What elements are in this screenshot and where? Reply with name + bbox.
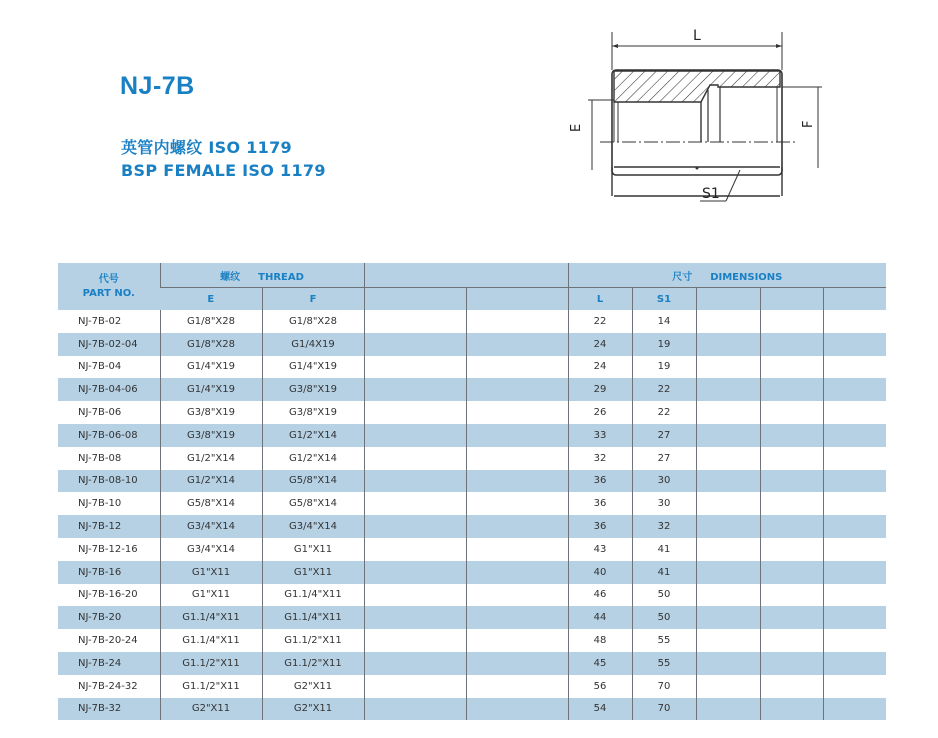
header-dimensions-en: DIMENSIONS — [710, 271, 783, 283]
header-thread-en: THREAD — [258, 271, 304, 283]
cell-blank — [364, 515, 466, 538]
cell-length-l: 36 — [568, 470, 632, 493]
cell-blank — [696, 447, 760, 470]
cell-thread-f: G1"X11 — [262, 538, 364, 561]
cell-part-no: NJ-7B-32 — [58, 698, 160, 721]
table-row — [58, 652, 886, 675]
cell-thread-f: G3/8"X19 — [262, 378, 364, 401]
cell-blank — [823, 698, 886, 721]
table-row — [58, 538, 886, 561]
cell-blank — [696, 698, 760, 721]
table-row — [58, 356, 886, 379]
cell-hex-s1: 32 — [632, 515, 696, 538]
cell-length-l: 56 — [568, 675, 632, 698]
cell-blank — [466, 424, 568, 447]
cell-thread-e: G1/2"X14 — [160, 470, 262, 493]
cell-thread-e: G5/8"X14 — [160, 492, 262, 515]
cell-blank — [760, 606, 823, 629]
header-col-f: F — [262, 288, 364, 311]
cell-thread-f: G1/2"X14 — [262, 424, 364, 447]
cell-thread-f: G1.1/4"X11 — [262, 584, 364, 607]
cell-blank — [466, 401, 568, 424]
cell-blank — [364, 356, 466, 379]
cell-blank — [760, 584, 823, 607]
table-row — [58, 584, 886, 607]
header-col-blank-2 — [466, 288, 568, 311]
cell-part-no: NJ-7B-02 — [58, 310, 160, 333]
cell-length-l: 44 — [568, 606, 632, 629]
cell-thread-f: G1/4X19 — [262, 333, 364, 356]
cell-thread-f: G2"X11 — [262, 675, 364, 698]
cell-part-no: NJ-7B-20-24 — [58, 629, 160, 652]
cell-blank — [364, 492, 466, 515]
cell-thread-e: G3/8"X19 — [160, 401, 262, 424]
cell-blank — [760, 698, 823, 721]
cell-hex-s1: 55 — [632, 629, 696, 652]
header-blank-group — [364, 263, 568, 288]
cell-blank — [466, 584, 568, 607]
cell-blank — [466, 652, 568, 675]
cell-blank — [760, 675, 823, 698]
cell-blank — [760, 652, 823, 675]
cell-blank — [823, 310, 886, 333]
cell-blank — [823, 401, 886, 424]
cell-part-no: NJ-7B-08 — [58, 447, 160, 470]
cell-blank — [696, 629, 760, 652]
cell-length-l: 54 — [568, 698, 632, 721]
table-row — [58, 629, 886, 652]
cell-blank — [823, 492, 886, 515]
cell-blank — [364, 698, 466, 721]
cell-blank — [364, 675, 466, 698]
subtitle-english: BSP FEMALE ISO 1179 — [121, 161, 326, 180]
cell-blank — [696, 538, 760, 561]
header-col-blank-5 — [823, 288, 886, 311]
cell-blank — [364, 606, 466, 629]
cell-blank — [760, 492, 823, 515]
cell-hex-s1: 50 — [632, 584, 696, 607]
cell-thread-f: G3/8"X19 — [262, 401, 364, 424]
cell-blank — [760, 401, 823, 424]
cell-blank — [466, 333, 568, 356]
cell-blank — [760, 356, 823, 379]
cell-blank — [760, 561, 823, 584]
cell-blank — [823, 652, 886, 675]
cell-blank — [466, 378, 568, 401]
table-row — [58, 515, 886, 538]
cell-thread-f: G1/8"X28 — [262, 310, 364, 333]
cell-blank — [364, 447, 466, 470]
cell-length-l: 36 — [568, 492, 632, 515]
cell-blank — [823, 606, 886, 629]
cell-blank — [466, 492, 568, 515]
table-row — [58, 698, 886, 721]
cell-hex-s1: 30 — [632, 470, 696, 493]
cell-thread-e: G1"X11 — [160, 584, 262, 607]
cell-blank — [696, 401, 760, 424]
cell-part-no: NJ-7B-16-20 — [58, 584, 160, 607]
cell-thread-e: G1/4"X19 — [160, 378, 262, 401]
cell-part-no: NJ-7B-24 — [58, 652, 160, 675]
cell-thread-f: G5/8"X14 — [262, 470, 364, 493]
cell-thread-e: G1/4"X19 — [160, 356, 262, 379]
cell-length-l: 43 — [568, 538, 632, 561]
cell-blank — [823, 447, 886, 470]
cell-part-no: NJ-7B-16 — [58, 561, 160, 584]
cell-blank — [364, 401, 466, 424]
table-row — [58, 333, 886, 356]
cell-blank — [696, 492, 760, 515]
cell-blank — [364, 652, 466, 675]
cell-length-l: 48 — [568, 629, 632, 652]
header-thread — [160, 263, 364, 288]
subtitle-chinese: 英管内螺纹 ISO 1179 — [121, 138, 292, 157]
cell-length-l: 40 — [568, 561, 632, 584]
cell-hex-s1: 27 — [632, 424, 696, 447]
cell-blank — [466, 698, 568, 721]
cell-blank — [364, 378, 466, 401]
cell-blank — [466, 470, 568, 493]
cell-blank — [696, 424, 760, 447]
cell-blank — [823, 424, 886, 447]
header-col-e: E — [160, 288, 262, 311]
cell-hex-s1: 70 — [632, 675, 696, 698]
header-col-s1: S1 — [632, 288, 696, 311]
cell-blank — [466, 356, 568, 379]
cell-blank — [466, 515, 568, 538]
header-part-no-cn: 代号 — [98, 273, 119, 285]
header-col-blank-3 — [696, 288, 760, 311]
cell-hex-s1: 50 — [632, 606, 696, 629]
cell-part-no: NJ-7B-04-06 — [58, 378, 160, 401]
cell-length-l: 29 — [568, 378, 632, 401]
cell-part-no: NJ-7B-06-08 — [58, 424, 160, 447]
cell-thread-f: G1"X11 — [262, 561, 364, 584]
cell-thread-e: G1/2"X14 — [160, 447, 262, 470]
cell-blank — [364, 561, 466, 584]
cell-blank — [466, 561, 568, 584]
cell-part-no: NJ-7B-20 — [58, 606, 160, 629]
cell-length-l: 33 — [568, 424, 632, 447]
cell-part-no: NJ-7B-12 — [58, 515, 160, 538]
cell-blank — [760, 538, 823, 561]
table-row — [58, 561, 886, 584]
cell-blank — [760, 470, 823, 493]
cell-part-no: NJ-7B-08-10 — [58, 470, 160, 493]
cell-hex-s1: 70 — [632, 698, 696, 721]
cell-thread-f: G3/4"X14 — [262, 515, 364, 538]
cell-blank — [364, 470, 466, 493]
cell-length-l: 24 — [568, 333, 632, 356]
header-col-blank-4 — [760, 288, 823, 311]
cell-blank — [823, 356, 886, 379]
header-dimensions-cn: 尺寸 — [672, 271, 693, 283]
cell-part-no: NJ-7B-02-04 — [58, 333, 160, 356]
table-row — [58, 447, 886, 470]
cell-thread-f: G1/2"X14 — [262, 447, 364, 470]
cell-thread-e: G1/8"X28 — [160, 333, 262, 356]
cell-blank — [696, 561, 760, 584]
cell-thread-f: G2"X11 — [262, 698, 364, 721]
cell-length-l: 26 — [568, 401, 632, 424]
cell-length-l: 32 — [568, 447, 632, 470]
cell-blank — [466, 447, 568, 470]
cell-blank — [760, 424, 823, 447]
header-dimensions — [568, 263, 886, 288]
cell-blank — [823, 378, 886, 401]
table-row — [58, 310, 886, 333]
cell-part-no: NJ-7B-12-16 — [58, 538, 160, 561]
cell-length-l: 24 — [568, 356, 632, 379]
cell-blank — [760, 447, 823, 470]
table-row — [58, 675, 886, 698]
cell-thread-e: G2"X11 — [160, 698, 262, 721]
header-thread-cn: 螺纹 — [220, 271, 241, 283]
cell-hex-s1: 14 — [632, 310, 696, 333]
cell-thread-e: G3/8"X19 — [160, 424, 262, 447]
cell-blank — [696, 356, 760, 379]
cell-hex-s1: 41 — [632, 561, 696, 584]
cell-hex-s1: 41 — [632, 538, 696, 561]
cell-thread-f: G1.1/2"X11 — [262, 629, 364, 652]
table-row — [58, 492, 886, 515]
cell-thread-e: G1.1/4"X11 — [160, 629, 262, 652]
cell-blank — [760, 629, 823, 652]
cell-blank — [364, 310, 466, 333]
cell-thread-f: G1.1/4"X11 — [262, 606, 364, 629]
cell-blank — [696, 515, 760, 538]
cell-hex-s1: 27 — [632, 447, 696, 470]
cell-blank — [823, 333, 886, 356]
cell-blank — [466, 538, 568, 561]
header-col-l: L — [568, 288, 632, 311]
cell-blank — [364, 629, 466, 652]
cell-blank — [823, 629, 886, 652]
cell-hex-s1: 19 — [632, 333, 696, 356]
cell-thread-e: G3/4"X14 — [160, 538, 262, 561]
cell-blank — [823, 470, 886, 493]
cell-blank — [823, 584, 886, 607]
cell-blank — [466, 310, 568, 333]
cell-blank — [364, 584, 466, 607]
cell-thread-f: G5/8"X14 — [262, 492, 364, 515]
cell-blank — [696, 675, 760, 698]
cell-part-no: NJ-7B-06 — [58, 401, 160, 424]
cell-blank — [823, 538, 886, 561]
cell-blank — [466, 606, 568, 629]
cell-thread-e: G1"X11 — [160, 561, 262, 584]
cell-thread-f: G1/4"X19 — [262, 356, 364, 379]
cell-blank — [696, 584, 760, 607]
cell-length-l: 36 — [568, 515, 632, 538]
cell-length-l: 45 — [568, 652, 632, 675]
cell-blank — [696, 333, 760, 356]
cell-hex-s1: 22 — [632, 401, 696, 424]
cell-hex-s1: 19 — [632, 356, 696, 379]
cell-thread-e: G1/8"X28 — [160, 310, 262, 333]
cell-length-l: 46 — [568, 584, 632, 607]
model-title: NJ-7B — [120, 72, 195, 100]
header-part-no-en: PART NO. — [82, 287, 135, 299]
table-row — [58, 424, 886, 447]
cell-blank — [760, 310, 823, 333]
cell-blank — [364, 538, 466, 561]
table-row — [58, 606, 886, 629]
cell-thread-e: G1.1/2"X11 — [160, 675, 262, 698]
cell-thread-e: G3/4"X14 — [160, 515, 262, 538]
cell-blank — [823, 515, 886, 538]
table-row — [58, 470, 886, 493]
cell-blank — [364, 424, 466, 447]
cell-thread-e: G1.1/4"X11 — [160, 606, 262, 629]
cell-part-no: NJ-7B-10 — [58, 492, 160, 515]
table-row — [58, 401, 886, 424]
cell-blank — [364, 333, 466, 356]
header-col-blank-1 — [364, 288, 466, 311]
dimension-label-f: F — [801, 120, 816, 128]
cell-blank — [760, 378, 823, 401]
cell-hex-s1: 55 — [632, 652, 696, 675]
dimension-label-e: E — [569, 123, 584, 132]
cell-part-no: NJ-7B-04 — [58, 356, 160, 379]
header-part-no — [58, 263, 160, 310]
dimensions-table — [58, 263, 886, 720]
cell-blank — [696, 310, 760, 333]
cell-blank — [466, 629, 568, 652]
cell-hex-s1: 22 — [632, 378, 696, 401]
fitting-technical-drawing — [560, 20, 850, 210]
cell-part-no: NJ-7B-24-32 — [58, 675, 160, 698]
cell-hex-s1: 30 — [632, 492, 696, 515]
cell-thread-e: G1.1/2"X11 — [160, 652, 262, 675]
cell-blank — [823, 561, 886, 584]
cell-blank — [696, 606, 760, 629]
cell-blank — [696, 652, 760, 675]
cell-blank — [823, 675, 886, 698]
dimension-label-l: L — [693, 28, 701, 44]
cell-blank — [760, 515, 823, 538]
cell-blank — [696, 378, 760, 401]
cell-length-l: 22 — [568, 310, 632, 333]
cell-blank — [760, 333, 823, 356]
cell-thread-f: G1.1/2"X11 — [262, 652, 364, 675]
table-row — [58, 378, 886, 401]
cell-blank — [466, 675, 568, 698]
cell-blank — [696, 470, 760, 493]
dimension-label-s1: S1 — [702, 186, 720, 202]
